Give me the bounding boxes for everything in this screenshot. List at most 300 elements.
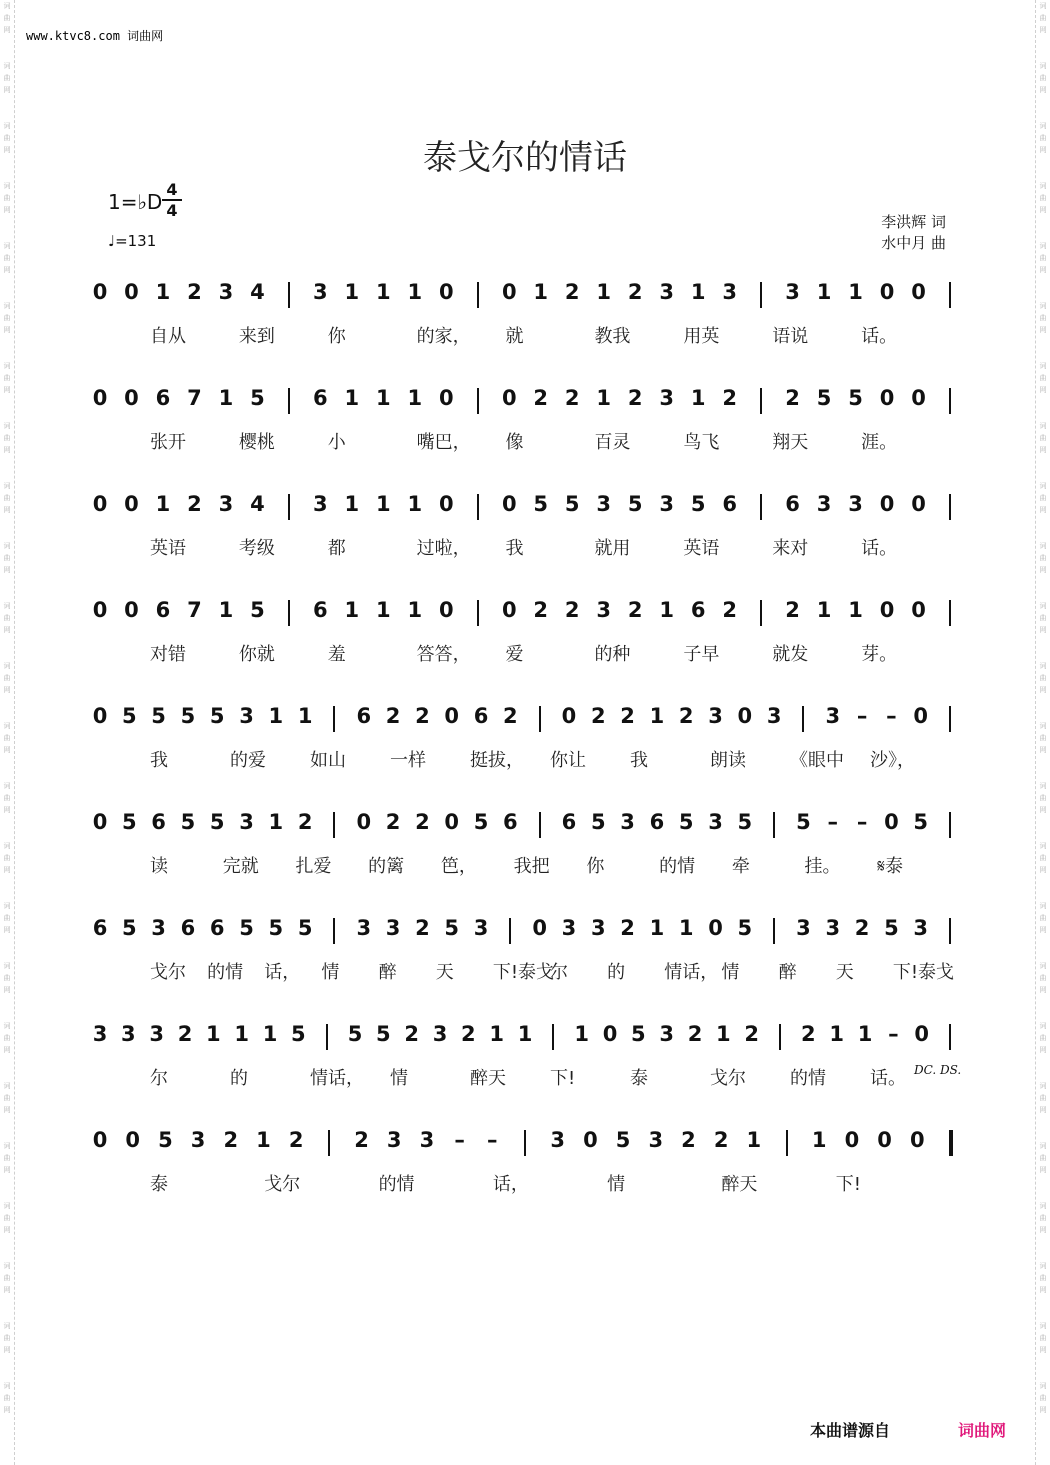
lyric-word: 自从	[150, 326, 186, 347]
note: 5	[816, 386, 832, 410]
lyrics-line	[0, 640, 1050, 670]
note: 2	[854, 916, 870, 940]
lyrics-line	[0, 534, 1050, 564]
note: 3	[785, 280, 800, 304]
lyric-word: 情话，	[310, 1068, 364, 1089]
note: –	[888, 1022, 899, 1046]
barline	[949, 1024, 951, 1050]
note: 5	[444, 916, 460, 940]
dc-ds-mark: DC. DS.	[914, 1063, 962, 1077]
lyric-word: 情	[721, 962, 740, 983]
note: 5	[848, 386, 863, 410]
note: 1	[596, 386, 612, 410]
note: 1	[596, 280, 612, 304]
note: 7	[187, 386, 202, 410]
note: 3	[239, 704, 254, 728]
note: 5	[533, 492, 549, 516]
note: 3	[708, 704, 723, 728]
note: –	[856, 704, 868, 728]
note: 6	[690, 598, 706, 622]
lyric-word: 鸟飞	[683, 432, 720, 453]
note: 0	[879, 492, 895, 516]
lyric-word: 戈尔	[710, 1068, 746, 1089]
note: 0	[501, 386, 517, 410]
note: 1	[268, 704, 284, 728]
notes-line	[0, 598, 1050, 638]
lyric-word: 的情	[207, 962, 244, 983]
note: 2	[627, 280, 643, 304]
note: 3	[659, 386, 674, 410]
note: 6	[473, 704, 489, 728]
note: 7	[187, 598, 202, 622]
note: 5	[121, 810, 137, 834]
note: 0	[911, 598, 926, 622]
lyric-word: 天	[435, 962, 454, 983]
lyric-word: 像	[505, 432, 524, 453]
notes-line	[0, 704, 1050, 744]
note: 3	[149, 1022, 164, 1046]
note: 1	[376, 492, 391, 516]
note: 6	[356, 704, 372, 728]
note: 3	[218, 280, 234, 304]
note: 6	[649, 810, 665, 834]
lyric-word: 扎爱	[295, 856, 332, 877]
score-row	[0, 492, 1050, 602]
lyric-word: 英语	[150, 538, 186, 559]
note: 2	[533, 598, 549, 622]
lyric-word: 教我	[594, 326, 631, 347]
note: 3	[92, 1022, 108, 1046]
note: 0	[438, 598, 454, 622]
barline	[326, 1024, 328, 1050]
note: 3	[659, 1022, 674, 1046]
lyric-word: 的篱	[368, 856, 405, 877]
note: 3	[590, 916, 606, 940]
note: 2	[744, 1022, 759, 1046]
barline	[779, 1024, 781, 1050]
note: 1	[716, 1022, 731, 1046]
notes-line	[0, 810, 1050, 850]
note: 2	[627, 386, 643, 410]
lyric-word: 《眼中	[790, 750, 844, 771]
note: 3	[313, 492, 328, 516]
note: 3	[218, 492, 234, 516]
lyric-word: 嘴巴，	[416, 432, 471, 453]
note: 1	[218, 598, 234, 622]
notes-line	[0, 1128, 1050, 1168]
barline	[949, 1130, 953, 1156]
note: 0	[124, 492, 139, 516]
lyric-word: 答答，	[416, 644, 471, 665]
note: 5	[564, 492, 580, 516]
note: 0	[884, 810, 899, 834]
barline	[760, 494, 762, 520]
lyric-word: 小	[327, 432, 346, 453]
lyrics-line	[0, 1170, 1050, 1200]
lyric-word: 如山	[310, 750, 346, 771]
note: 2	[722, 598, 737, 622]
note: 1	[344, 386, 360, 410]
note: 2	[564, 280, 580, 304]
note: 4	[250, 280, 265, 304]
lyric-word: 张开	[150, 432, 186, 453]
score-row	[0, 810, 1050, 920]
note: 0	[92, 386, 108, 410]
note: 5	[121, 704, 137, 728]
barline	[328, 1130, 330, 1156]
barline	[786, 1130, 788, 1156]
barline	[333, 918, 335, 944]
note: 3	[913, 916, 928, 940]
note: 0	[877, 1128, 892, 1152]
note: 0	[92, 704, 108, 728]
note: 1	[816, 598, 832, 622]
barline	[949, 282, 951, 308]
note: 0	[501, 280, 517, 304]
note: 5	[151, 704, 166, 728]
lyric-word: 泰	[150, 1174, 168, 1195]
note: 6	[155, 386, 171, 410]
lyric-word: 的情	[659, 856, 696, 877]
note: 5	[250, 386, 265, 410]
note: 0	[438, 492, 454, 516]
barline	[509, 918, 511, 944]
notes-line	[0, 492, 1050, 532]
note: –	[886, 704, 897, 728]
note: 1	[218, 386, 234, 410]
note: 0	[92, 598, 108, 622]
lyric-word: 的种	[594, 644, 631, 665]
note: 3	[596, 492, 612, 516]
note: 2	[564, 386, 580, 410]
note: 1	[857, 1022, 873, 1046]
lyric-word: 子早	[683, 644, 720, 665]
lyric-word: 醉天	[721, 1174, 758, 1195]
note: 1	[262, 1022, 278, 1046]
note: 2	[415, 810, 430, 834]
lyrics-line	[0, 428, 1050, 458]
note: 0	[911, 280, 926, 304]
lyric-word: 下!	[550, 1068, 576, 1089]
note: 2	[177, 1022, 193, 1046]
lyric-word: 对错	[150, 644, 186, 665]
lyric-word: 挺拔，	[470, 750, 524, 771]
lyric-word: 情	[390, 1068, 408, 1089]
barline	[477, 494, 479, 520]
lyric-word: 就发	[772, 644, 809, 665]
note: 1	[155, 492, 171, 516]
tempo-marking: ♩=131	[108, 232, 157, 250]
lyric-word: 沙》，	[870, 750, 915, 771]
note: –	[454, 1128, 465, 1152]
note: 1	[297, 704, 313, 728]
note: 3	[151, 916, 166, 940]
lyric-word: 下!泰戈	[892, 962, 955, 983]
credits	[881, 212, 946, 254]
note: –	[487, 1128, 498, 1152]
barline	[477, 600, 479, 626]
note: 2	[564, 598, 580, 622]
note: 1	[256, 1128, 271, 1152]
barline	[552, 1024, 554, 1050]
note: 2	[503, 704, 518, 728]
note: 0	[125, 1128, 140, 1152]
note: 0	[911, 386, 926, 410]
note: 5	[796, 810, 811, 834]
note: 1	[848, 598, 863, 622]
note: 2	[461, 1022, 476, 1046]
lyric-word: 用英	[683, 326, 720, 347]
lyric-word: 的	[607, 962, 626, 983]
barline	[288, 494, 290, 520]
note: 0	[879, 598, 895, 622]
barline	[333, 812, 335, 838]
note: 6	[722, 492, 737, 516]
note: 0	[501, 598, 517, 622]
note: 2	[801, 1022, 816, 1046]
note: 1	[848, 280, 863, 304]
note: 1	[690, 280, 706, 304]
lyric-word: 泰	[630, 1068, 648, 1089]
note: 1	[659, 598, 674, 622]
lyric-word: 爱	[505, 644, 524, 665]
time-signature	[162, 180, 182, 220]
footer-site-link[interactable]: 词曲网	[958, 1421, 1007, 1440]
note: 3	[825, 704, 841, 728]
score-row	[0, 280, 1050, 390]
barline	[949, 388, 951, 414]
lyric-word: 的	[230, 1068, 248, 1089]
note: 0	[124, 386, 139, 410]
key-signature: 1=♭D	[108, 190, 163, 214]
note: 0	[879, 280, 895, 304]
note: 0	[124, 598, 139, 622]
note: 1	[533, 280, 549, 304]
barline	[949, 812, 951, 838]
note: 5	[250, 598, 265, 622]
note: 0	[438, 386, 454, 410]
note: –	[856, 810, 868, 834]
note: 0	[124, 280, 139, 304]
note: 6	[92, 916, 108, 940]
notes-line	[0, 1022, 1050, 1062]
note: 3	[659, 280, 674, 304]
barline	[760, 600, 762, 626]
note: 5	[737, 810, 753, 834]
note: 0	[583, 1128, 598, 1152]
note: 1	[649, 704, 665, 728]
lyric-word: 尔	[550, 962, 568, 983]
note: 3	[473, 916, 489, 940]
note: 5	[209, 810, 225, 834]
score-row	[0, 1022, 1050, 1132]
note: 0	[708, 916, 723, 940]
lyric-word: 就	[505, 326, 524, 347]
note: 1	[816, 280, 832, 304]
note: 3	[313, 280, 328, 304]
lyric-word: 语说	[772, 326, 809, 347]
barline	[477, 388, 479, 414]
note: 2	[687, 1022, 703, 1046]
site-url[interactable]: www.ktvc8.com 词曲网	[26, 29, 164, 43]
note: 1	[829, 1022, 844, 1046]
lyric-word: 完就	[222, 856, 259, 877]
note: 3	[659, 492, 674, 516]
footer-label: 本曲谱源自	[810, 1421, 891, 1440]
note: 5	[615, 1128, 631, 1152]
note: 5	[268, 916, 284, 940]
lyric-word: 你就	[238, 644, 275, 665]
lyrics-line	[0, 746, 1050, 776]
note: 3	[419, 1128, 435, 1152]
note: 3	[848, 492, 863, 516]
score-row	[0, 916, 1050, 1026]
lyric-word: 来对	[772, 538, 809, 559]
note: 1	[746, 1128, 762, 1152]
note: 5	[291, 1022, 306, 1046]
lyric-word: 考级	[238, 538, 275, 559]
lyric-word: 读	[150, 856, 168, 877]
note: 1	[574, 1022, 589, 1046]
lyric-word: 你让	[550, 750, 586, 771]
lyric-word: 你	[327, 326, 346, 347]
note: 1	[206, 1022, 221, 1046]
note: 5	[590, 810, 606, 834]
note: –	[827, 810, 838, 834]
note: 3	[356, 916, 372, 940]
lyric-word: 一样	[390, 750, 426, 771]
lyric-word: 樱桃	[238, 432, 275, 453]
note: 2	[187, 492, 202, 516]
note: 0	[92, 492, 108, 516]
note: 6	[503, 810, 518, 834]
note: 1	[517, 1022, 533, 1046]
barline	[539, 812, 541, 838]
lyric-word: 话。	[861, 538, 898, 559]
note: 1	[376, 598, 391, 622]
lyric-word: 就用	[594, 538, 631, 559]
lyric-word: 天	[835, 962, 854, 983]
barline	[773, 918, 775, 944]
score-row	[0, 386, 1050, 496]
meter-bottom: 4	[166, 201, 178, 220]
note: 3	[386, 1128, 402, 1152]
barline	[949, 918, 951, 944]
lyrics-line	[0, 852, 1050, 882]
lyric-word: 的爱	[230, 750, 266, 771]
barline	[949, 600, 951, 626]
lyric-word: 醉天	[470, 1068, 506, 1089]
barline	[539, 706, 541, 732]
note: 5	[121, 916, 137, 940]
lyric-word: 话，	[264, 962, 301, 983]
note: 1	[690, 386, 706, 410]
note: 2	[533, 386, 549, 410]
right-watermark-strip: 词 曲 网 词 曲 网 词 曲 网 词 曲 网 词 曲 网 词 曲 网 词 曲 网 词 曲 网 词 曲 网 词 曲 网 词 曲 网 词 曲 网 词 曲 网 词 曲 网 词 曲 网 词 曲 网 词 曲 网 词 曲 网 词 曲 网 词 曲 网 词 曲 网 词 曲 网 词 曲 网 词 曲 网	[1035, 0, 1050, 1465]
lyric-word: 英语	[683, 538, 720, 559]
lyric-word: 你	[586, 856, 605, 877]
lyric-word: 戈尔	[150, 962, 186, 983]
score-row	[0, 1128, 1050, 1238]
note: 5	[884, 916, 899, 940]
note: 0	[92, 280, 108, 304]
barline	[288, 282, 290, 308]
note: 5	[376, 1022, 391, 1046]
lyric-word: 朗读	[710, 750, 746, 771]
note: 0	[914, 1022, 929, 1046]
note: 6	[209, 916, 225, 940]
note: 1	[234, 1022, 249, 1046]
note: 2	[678, 704, 694, 728]
note: 0	[92, 810, 108, 834]
note: 3	[385, 916, 401, 940]
lyric-word: 戈尔	[264, 1174, 301, 1195]
lyric-word: 尔	[150, 1068, 168, 1089]
lyric-word: 涯。	[861, 432, 898, 453]
note: 1	[407, 280, 423, 304]
note: 2	[187, 280, 202, 304]
note: 0	[602, 1022, 618, 1046]
note: 0	[879, 386, 895, 410]
note: 3	[620, 810, 635, 834]
note: 0	[737, 704, 753, 728]
note: 5	[297, 916, 313, 940]
note: 5	[180, 810, 196, 834]
lyric-word: 牵	[731, 856, 750, 877]
note: 1	[376, 280, 391, 304]
note: 5	[913, 810, 928, 834]
note: 1	[344, 280, 360, 304]
note: 3	[796, 916, 811, 940]
barline	[949, 494, 951, 520]
note: 5	[209, 704, 225, 728]
note: 3	[816, 492, 832, 516]
note: 0	[561, 704, 577, 728]
note: 2	[415, 704, 430, 728]
note: 0	[501, 492, 517, 516]
lyric-word: 芽。	[861, 644, 898, 665]
score-row	[0, 598, 1050, 708]
note: 2	[785, 386, 800, 410]
note: 5	[347, 1022, 363, 1046]
note: 0	[444, 704, 460, 728]
lyric-word: 下!泰戈	[492, 962, 555, 983]
note: 0	[356, 810, 372, 834]
lyric-word: 百灵	[594, 432, 631, 453]
score-row	[0, 704, 1050, 814]
lyric-word: 我	[505, 538, 524, 559]
note: 6	[561, 810, 577, 834]
meter-top: 4	[166, 180, 178, 199]
note: 3	[648, 1128, 664, 1152]
barline	[524, 1130, 526, 1156]
barline	[773, 812, 775, 838]
note: 2	[385, 810, 401, 834]
lyric-word: 羞	[327, 644, 346, 665]
note: 1	[489, 1022, 504, 1046]
barline	[949, 706, 951, 732]
note: 2	[297, 810, 313, 834]
note: 5	[627, 492, 643, 516]
note: 2	[620, 916, 635, 940]
note: 3	[766, 704, 782, 728]
lyric-word: 下!	[835, 1174, 861, 1195]
lyricist: 李洪辉 词	[881, 213, 946, 231]
lyric-word: 话。	[870, 1068, 906, 1089]
note: 5	[180, 704, 196, 728]
note: 2	[590, 704, 606, 728]
lyric-word: 的情	[790, 1068, 826, 1089]
